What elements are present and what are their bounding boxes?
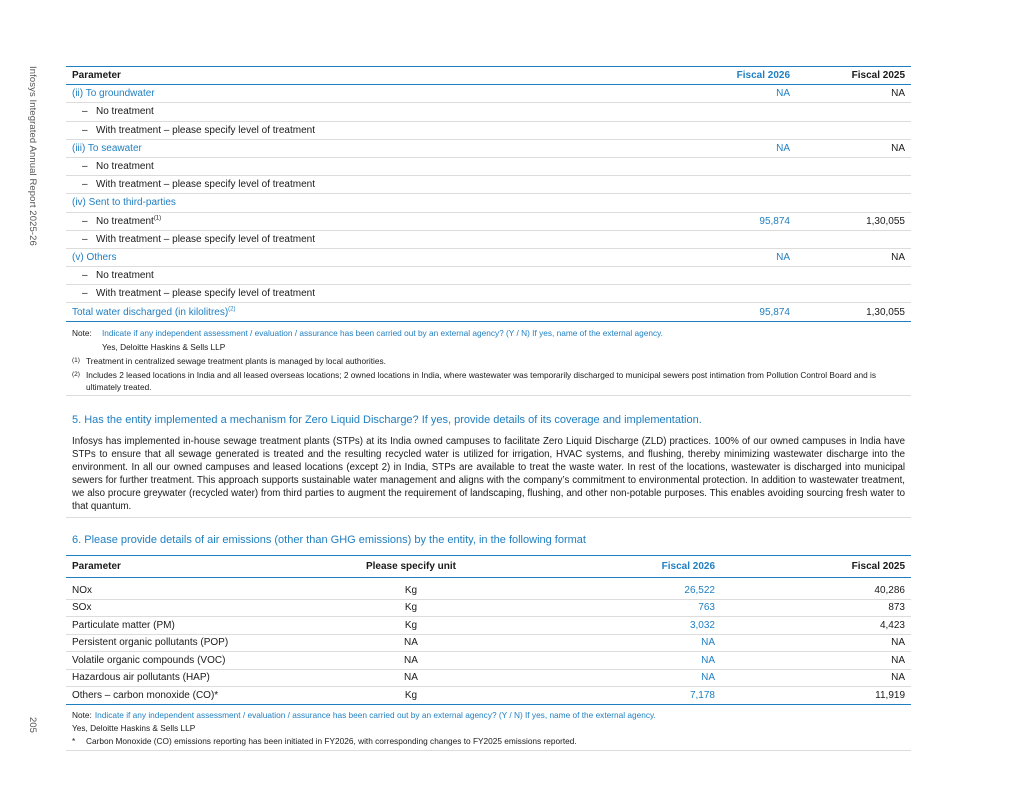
fiscal-2026-value (696, 103, 796, 121)
parameter-cell (66, 103, 696, 121)
fiscal-2025-value: NA (721, 634, 911, 652)
fiscal-2025-value: 40,286 (721, 578, 911, 600)
fiscal-2026-value: 3,032 (511, 617, 721, 635)
table-row (66, 248, 911, 266)
fiscal-2025-value: NA (796, 85, 911, 103)
parameter-label: No treatment (96, 161, 154, 173)
fiscal-2026-value (696, 176, 796, 194)
parameter-cell (66, 303, 696, 321)
parameter-label: Total water discharged (in kilolitres) (72, 306, 229, 318)
fiscal-2025-value: NA (721, 669, 911, 687)
air-notes (66, 705, 911, 751)
table-header-row (66, 67, 911, 85)
parameter-label: (iv) Sent to third-parties (72, 197, 176, 209)
parameter-cell (66, 139, 696, 157)
fiscal-2026-value: NA (696, 139, 796, 157)
fiscal-2026-value: NA (511, 634, 721, 652)
table-row (66, 617, 911, 635)
header-parameter: Parameter (66, 556, 311, 578)
header-fiscal-2025: Fiscal 2025 (796, 67, 911, 85)
table-row (66, 267, 911, 285)
fiscal-2025-value (796, 194, 911, 212)
header-fiscal-2025: Fiscal 2025 (721, 556, 911, 578)
parameter-cell (66, 230, 696, 248)
footnote-2-mark: (2) (72, 370, 80, 378)
parameter-label: (v) Others (72, 251, 117, 263)
fiscal-2025-value (796, 103, 911, 121)
section-5-body: Infosys has implemented in-house sewage treatment plants (STPs) at its India owned campuses to facilitate Zero Liquid Discharge (ZLD) practices. 100% of our owned campuses in India have STPs to ensure that all sewage generated is treated and the resulting recycled water is utilized for irrigation, HVAC systems, and flushing, thereby minimizing wastewater discharge into the environment. In all our owned campuses and leased locations (except 2) in India, STPs are available to treat the waste water. In rest of the locations, wastewater is discharged into municipal sewers for further treatment. This approach supports sustainable water management and aligns with the company’s commitment to environmental protection. In addition to wastewater treatment, we also procure greywater (recycled water) from third parties to augment the requirement of landscaping, flushing, and other non-potable purposes. This enables avoiding sourcing fresh water to that quantum. (66, 435, 911, 519)
header-fiscal-2026: Fiscal 2026 (511, 556, 721, 578)
header-fiscal-2026: Fiscal 2026 (696, 67, 796, 85)
parameter-cell: Volatile organic compounds (VOC) (66, 652, 311, 670)
parameter-cell: SOx (66, 599, 311, 617)
parameter-cell (66, 121, 696, 139)
section-6-heading: 6. Please provide details of air emissions (other than GHG emissions) by the entity, in the following format (72, 534, 586, 547)
parameter-cell (66, 285, 696, 303)
dash-bullet: – (82, 124, 88, 136)
table-row (66, 652, 911, 670)
parameter-label: No treatment (96, 215, 154, 227)
fiscal-2026-value: NA (511, 652, 721, 670)
parameter-cell (66, 194, 696, 212)
fiscal-2026-value (696, 194, 796, 212)
fiscal-2025-value (796, 285, 911, 303)
table-row (66, 687, 911, 705)
table-header-row (66, 556, 911, 578)
fiscal-2026-value (696, 157, 796, 175)
table-row (66, 139, 911, 157)
section-5-heading: 5. Has the entity implemented a mechanism for Zero Liquid Discharge? If yes, provide details of its coverage and implementation. (72, 413, 702, 426)
unit-cell: Kg (311, 578, 511, 600)
parameter-cell (66, 212, 696, 230)
dash-bullet: – (82, 161, 88, 173)
table-row (66, 669, 911, 687)
parameter-label: (iii) To seawater (72, 142, 142, 154)
parameter-label: With treatment – please specify level of treatment (96, 179, 315, 191)
total-row (66, 303, 911, 321)
table-row (66, 599, 911, 617)
table-row (66, 230, 911, 248)
header-parameter: Parameter (66, 67, 696, 85)
parameter-label: With treatment – please specify level of treatment (96, 124, 315, 136)
footnote-mark: * (72, 735, 76, 746)
fiscal-2026-value (696, 267, 796, 285)
unit-cell: NA (311, 634, 511, 652)
note-question: Indicate if any independent assessment / evaluation / assurance has been carried out by an external agency? (Y / N) If yes, name of the external agency. (94, 709, 656, 720)
fiscal-2026-value: NA (511, 669, 721, 687)
fiscal-2026-value: 7,178 (511, 687, 721, 705)
footnote: Carbon Monoxide (CO) emissions reporting has been initiated in FY2026, with corresponding changes to FY2025 emissions reported. (86, 735, 577, 746)
table-row (66, 85, 911, 103)
dash-bullet: – (82, 215, 88, 227)
fiscal-2026-value: NA (696, 248, 796, 266)
parameter-cell: Persistent organic pollutants (POP) (66, 634, 311, 652)
fiscal-2026-value (696, 285, 796, 303)
fiscal-2025-value: 1,30,055 (796, 303, 911, 321)
dash-bullet: – (82, 270, 88, 282)
fiscal-2025-value: 11,919 (721, 687, 911, 705)
water-notes (66, 322, 911, 396)
table-row (66, 578, 911, 600)
parameter-cell: Hazardous air pollutants (HAP) (66, 669, 311, 687)
parameter-cell (66, 248, 696, 266)
footnote-2: Includes 2 leased locations in India and all leased overseas locations; 2 owned locations in India, where wastewater was temporarily discharged to municipal sewers post intimation from Pollution Control Board and is ultimately treated. (86, 369, 877, 392)
dash-bullet: – (82, 233, 88, 245)
footnote-ref: (1) (153, 215, 162, 222)
parameter-label: No treatment (96, 106, 154, 118)
page-content (66, 66, 911, 751)
unit-cell: Kg (311, 687, 511, 705)
fiscal-2025-value (796, 176, 911, 194)
table-row (66, 157, 911, 175)
unit-cell: NA (311, 669, 511, 687)
note-label: Note: (72, 709, 92, 720)
footnote-1-mark: (1) (72, 356, 80, 364)
footnote-ref: (2) (228, 306, 236, 313)
table-row (66, 176, 911, 194)
fiscal-2025-value (796, 230, 911, 248)
note-question: Indicate if any independent assessment / evaluation / assurance has been carried out by an external agency? (Y / N) If yes, name of the external agency. (102, 327, 663, 338)
dash-bullet: – (82, 179, 88, 191)
parameter-label: With treatment – please specify level of treatment (96, 233, 315, 245)
table-row (66, 634, 911, 652)
footnote-1: Treatment in centralized sewage treatment plants is managed by local authorities. (86, 355, 386, 366)
fiscal-2025-value: NA (721, 652, 911, 670)
dash-bullet: – (82, 106, 88, 118)
fiscal-2026-value (696, 230, 796, 248)
parameter-cell (66, 176, 696, 194)
header-unit: Please specify unit (311, 556, 511, 578)
unit-cell: Kg (311, 617, 511, 635)
note-answer: Yes, Deloitte Haskins & Sells LLP (102, 341, 226, 352)
table-row (66, 194, 911, 212)
table-row (66, 121, 911, 139)
water-discharge-table (66, 66, 911, 322)
fiscal-2025-value (796, 121, 911, 139)
air-emissions-table (66, 555, 911, 705)
parameter-cell: Particulate matter (PM) (66, 617, 311, 635)
unit-cell: NA (311, 652, 511, 670)
note-label: Note: (72, 327, 92, 338)
fiscal-2025-value: 873 (721, 599, 911, 617)
parameter-cell: Others – carbon monoxide (CO)* (66, 687, 311, 705)
table-row (66, 103, 911, 121)
fiscal-2025-value: 1,30,055 (796, 212, 911, 230)
fiscal-2026-value: 95,874 (696, 212, 796, 230)
parameter-label: With treatment – please specify level of treatment (96, 288, 315, 300)
fiscal-2026-value: NA (696, 85, 796, 103)
fiscal-2025-value: 4,423 (721, 617, 911, 635)
page-number: 205 (27, 717, 38, 733)
parameter-cell (66, 157, 696, 175)
fiscal-2026-value: 26,522 (511, 578, 721, 600)
fiscal-2025-value (796, 157, 911, 175)
parameter-cell: NOx (66, 578, 311, 600)
parameter-cell (66, 85, 696, 103)
fiscal-2025-value (796, 267, 911, 285)
fiscal-2025-value: NA (796, 248, 911, 266)
dash-bullet: – (82, 288, 88, 300)
report-side-title: Infosys Integrated Annual Report 2025-26 (27, 66, 38, 246)
parameter-label: (ii) To groundwater (72, 88, 155, 100)
fiscal-2026-value: 95,874 (696, 303, 796, 321)
parameter-label: No treatment (96, 270, 154, 282)
table-row (66, 212, 911, 230)
fiscal-2026-value: 763 (511, 599, 721, 617)
fiscal-2026-value (696, 121, 796, 139)
fiscal-2025-value: NA (796, 139, 911, 157)
note-answer: Yes, Deloitte Haskins & Sells LLP (72, 722, 196, 733)
table-row (66, 285, 911, 303)
unit-cell: Kg (311, 599, 511, 617)
parameter-cell (66, 267, 696, 285)
